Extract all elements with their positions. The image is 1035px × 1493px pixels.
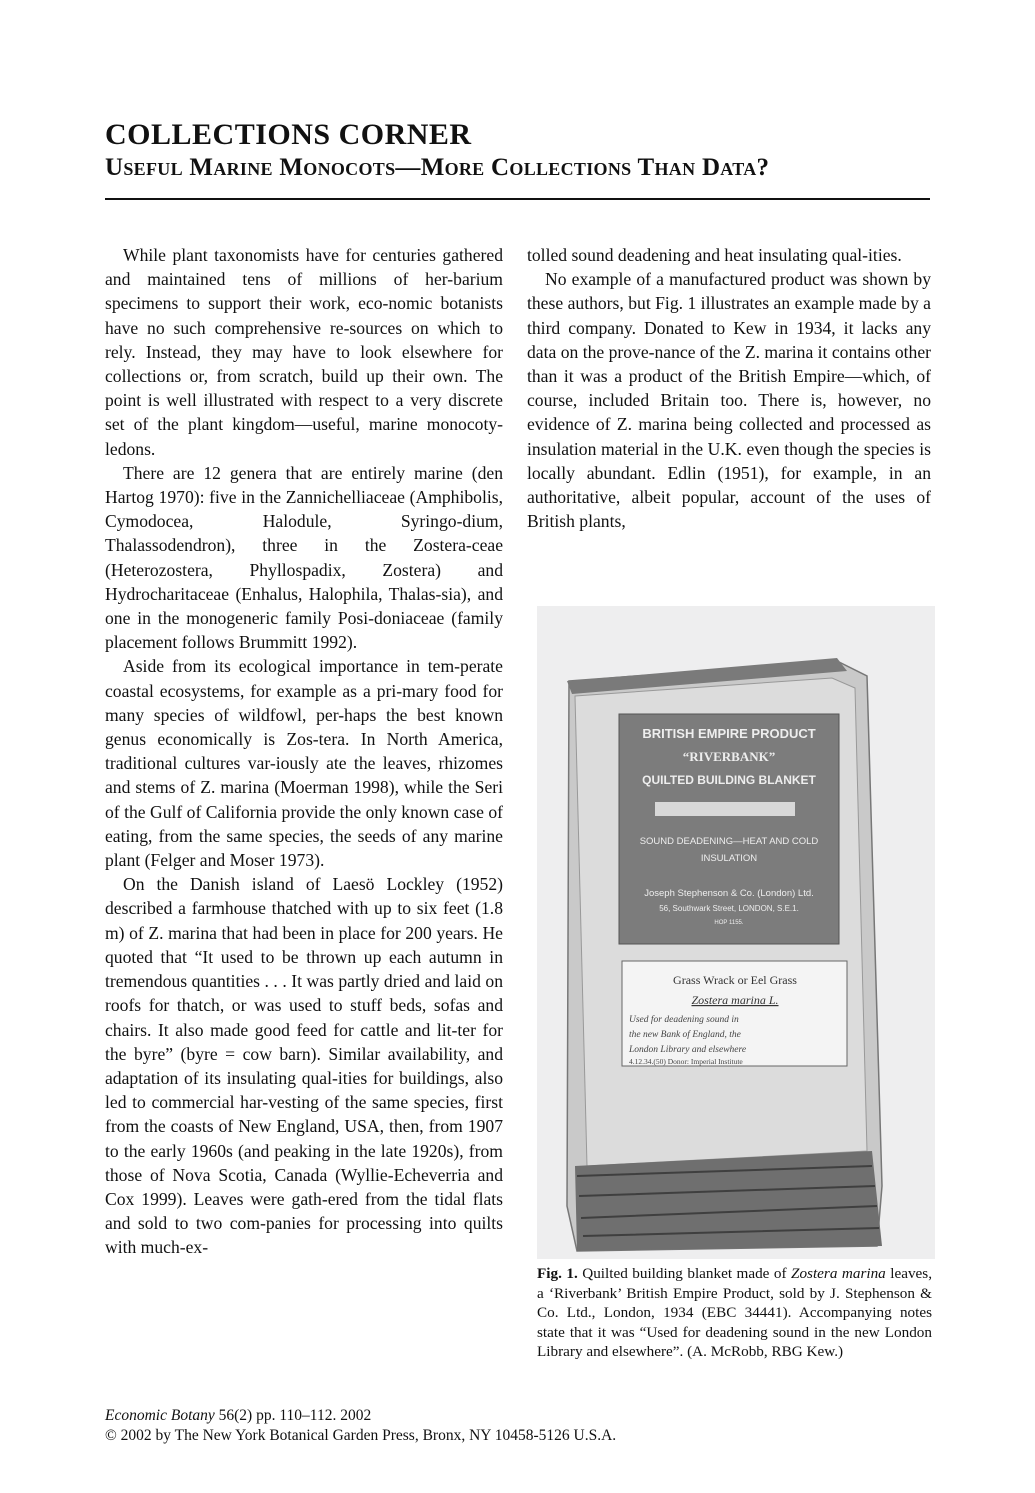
citation-details: 56(2) pp. 110–112. 2002 [214, 1407, 372, 1424]
note-line: 4.12.34.(50) Donor: Imperial Institute [629, 1057, 743, 1066]
paragraph: On the Danish island of Laesö Lockley (1952) described a farmhouse thatched with up to six feet (1.8 m) of Z. marina that had been in place for 200 years. He quoted that “It used to be thrown up each autumn in tremendous quantities . . . It was partly dried and laid on roofs for thatch, or was used to stuff beds, sofas and chairs. It also made good feed for cattle and lit-ter for the byre” (byre = cow barn). Similar availability, and adaptation of its insulating qual-ities for buildings, also led to commercial har-vesting of the same species, first from the coasts of New England, USA, then, from 1907 to the early 1960s (and peaking in the late 1920s), from those of Nova Scotia, Canada (Wyllie-Echeverria and Cox 1999). Leaves were gath-ered from the tidal flats and sold to two com-panies for processing into quilts with much-ex- [105, 874, 503, 1258]
note-line: Used for deadening sound in [629, 1015, 739, 1025]
journal-name: Economic Botany [105, 1407, 215, 1424]
article-header [105, 118, 930, 184]
copyright-notice: © 2002 by The New York Botanical Garden Press, Bronx, NY 10458-5126 U.S.A. [105, 1427, 617, 1444]
paragraph: There are 12 genera that are entirely marine (den Hartog 1970): five in the Zannichelliaceae (Amphibolis, Cymodocea, Halodule, Syringo-dium, Thalassodendron), three in the Zostera-ceae (Heterozostera, Phyllospadix, Zostera) and Hydrocharitaceae (Enhalus, Halophila, Thalas-sia), and one in the monogeneric family Posi-doniaceae (family placement follows Brummitt 1992). [105, 462, 503, 653]
note-line: the new Bank of England, the [629, 1030, 741, 1040]
quilted-blanket-illustration [537, 606, 935, 1259]
header-rule [105, 198, 930, 200]
section-title: COLLECTIONS CORNER [105, 118, 472, 151]
left-column [105, 243, 503, 1260]
caption-species: Zostera marina [791, 1265, 886, 1282]
label-line: “RIVERBANK” [682, 749, 776, 764]
right-column [527, 243, 931, 533]
figure-photo [537, 606, 935, 1259]
paragraph: tolled sound deadening and heat insulating qual-ities. [527, 245, 902, 265]
note-line: Zostera marina L. [691, 993, 779, 1007]
paragraph: No example of a manufactured product was shown by these authors, but Fig. 1 illustrates an example made by a third company. Donated to Kew in 1934, it lacks any data on the prove-nance of the Z. marina it contains other than it was a product of the British Empire—which, of course, included Britain too. There is, however, no evidence of Z. marina being collected and processed as insulation material in the U.K. even though the species is locally abundant. Edlin (1951), for example, in an authoritative, albeit popular, account of the uses of British plants, [527, 269, 932, 532]
note-line: London Library and elsewhere [629, 1045, 747, 1055]
label-line: QUILTED BUILDING BLANKET [642, 773, 816, 787]
caption-label: Fig. 1. [537, 1265, 578, 1282]
note-line: Grass Wrack or Eel Grass [673, 973, 797, 987]
label-line: Joseph Stephenson & Co. (London) Ltd. [644, 888, 814, 899]
article-title: Useful Marine Monocots—More Collections Than Data? [105, 154, 770, 181]
label-line: INSULATION [700, 853, 758, 864]
figure-caption [537, 1264, 932, 1362]
label-line: SOUND DEADENING—HEAT AND COLD [639, 836, 819, 847]
caption-text: leaves, a ‘Riverbank’ British Empire Product, sold by J. Stephenson & Co. Ltd., London, 1934 (EBC 34441). Accompanying notes state that it was “Used for deadening sound in the new London Library and elsewhere”. (A. McRobb, RBG Kew.) [537, 1265, 932, 1361]
label-line: BRITISH EMPIRE PRODUCT [642, 726, 816, 741]
page-footer [105, 1406, 616, 1446]
paragraph: While plant taxonomists have for centuries gathered and maintained tens of millions of her-barium specimens to support their work, eco-nomic botanists have no such comprehensive re-sources on which to rely. Instead, they may have to look elsewhere for collections or, from scratch, build up their own. The point is well illustrated with respect to a very discrete set of the plant kingdom—useful, marine monocoty-ledons. [105, 245, 503, 459]
label-line: HOP 1155. [714, 920, 744, 926]
paragraph: Aside from its ecological importance in tem-perate coastal ecosystems, for example as a pri-mary food for many species of wildfowl, per-haps the best known genus economically is Zos-tera. In North America, traditional cultures var-iously ate the leaves, rhizomes and stems of Z. marina (Moerman 1998), while the Seri of the Gulf of California provide the only known case of eating, from the same species, the seeds of any marine plant (Felger and Moser 1973). [105, 656, 503, 871]
journal-citation [105, 1406, 616, 1426]
caption-text: Quilted building blanket made of [582, 1265, 792, 1282]
label-line: 56, Southwark Street, LONDON, S.E.1. [659, 904, 799, 913]
